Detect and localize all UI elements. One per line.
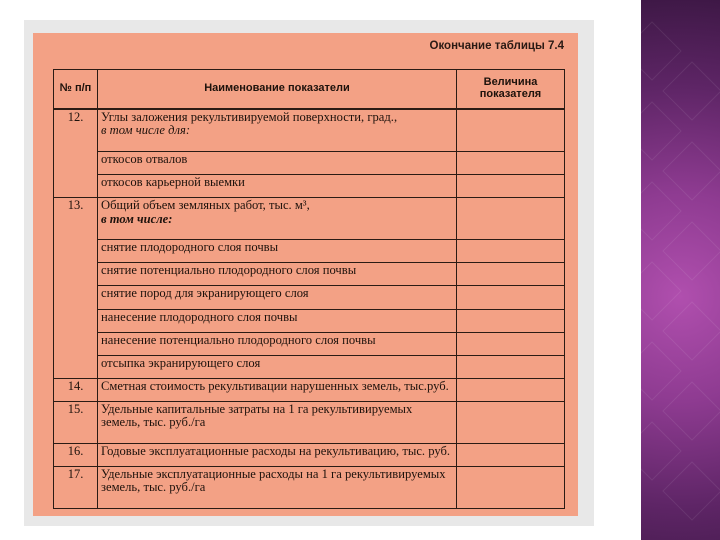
table-row <box>54 332 565 355</box>
document-scan <box>33 33 578 516</box>
table-row <box>54 443 565 466</box>
value-cell <box>457 286 565 309</box>
table-row <box>54 401 565 443</box>
sub-item: отсыпка экранирующего слоя <box>98 355 457 378</box>
value-cell <box>457 109 565 152</box>
sub-item: нанесение потенциально плодородного слоя почвы <box>98 332 457 355</box>
table-row <box>54 240 565 263</box>
sub-item: снятие плодородного слоя почвы <box>98 240 457 263</box>
value-cell <box>457 198 565 240</box>
table-row <box>54 263 565 286</box>
row-number: 15. <box>54 401 98 443</box>
header-value: Величина показателя <box>457 70 565 110</box>
sub-item: нанесение плодородного слоя почвы <box>98 309 457 332</box>
value-cell <box>457 240 565 263</box>
row-label <box>98 198 457 240</box>
value-cell <box>457 152 565 175</box>
row-main-text: Общий объем земляных работ, тыс. м³, <box>101 198 310 213</box>
table-row <box>54 466 565 508</box>
decorative-side-band <box>641 0 720 540</box>
row-including-text: в том числе для: <box>101 123 191 138</box>
table-row <box>54 198 565 240</box>
row-label: Удельные капитальные затраты на 1 га рекультивируемых земель, тыс. руб./га <box>98 401 457 443</box>
value-cell <box>457 466 565 508</box>
row-number: 12. <box>54 109 98 198</box>
row-number: 14. <box>54 378 98 401</box>
header-num: № п/п <box>54 70 98 110</box>
value-cell <box>457 355 565 378</box>
sub-item: откосов отвалов <box>98 152 457 175</box>
sub-item: откосов карьерной выемки <box>98 175 457 198</box>
row-label: Сметная стоимость рекультивации нарушенных земель, тыс.руб. <box>98 378 457 401</box>
row-number: 16. <box>54 443 98 466</box>
table-row <box>54 355 565 378</box>
row-number: 17. <box>54 466 98 508</box>
table-caption: Окончание таблицы 7.4 <box>429 40 564 52</box>
value-cell <box>457 443 565 466</box>
sub-item: снятие пород для экранирующего слоя <box>98 286 457 309</box>
value-cell <box>457 401 565 443</box>
row-including-text: в том числе: <box>101 211 173 226</box>
table-row <box>54 109 565 152</box>
table-header-row <box>54 70 565 110</box>
row-main-text: Углы заложения рекультивируемой поверхности, град., <box>101 110 398 124</box>
row-label: Годовые эксплуатационные расходы на рекультивацию, тыс. руб. <box>98 443 457 466</box>
row-label: Удельные эксплуатационные расходы на 1 га рекультивируемых земель, тыс. руб./га <box>98 466 457 508</box>
value-cell <box>457 378 565 401</box>
value-cell <box>457 175 565 198</box>
row-label <box>98 109 457 152</box>
value-cell <box>457 309 565 332</box>
indicators-table <box>53 69 565 509</box>
row-number: 13. <box>54 198 98 378</box>
table-row <box>54 286 565 309</box>
value-cell <box>457 263 565 286</box>
sub-item: снятие потенциально плодородного слоя почвы <box>98 263 457 286</box>
table-row <box>54 378 565 401</box>
table-row <box>54 309 565 332</box>
value-cell <box>457 332 565 355</box>
header-name: Наименование показатели <box>98 70 457 110</box>
table-row <box>54 152 565 175</box>
table-row <box>54 175 565 198</box>
